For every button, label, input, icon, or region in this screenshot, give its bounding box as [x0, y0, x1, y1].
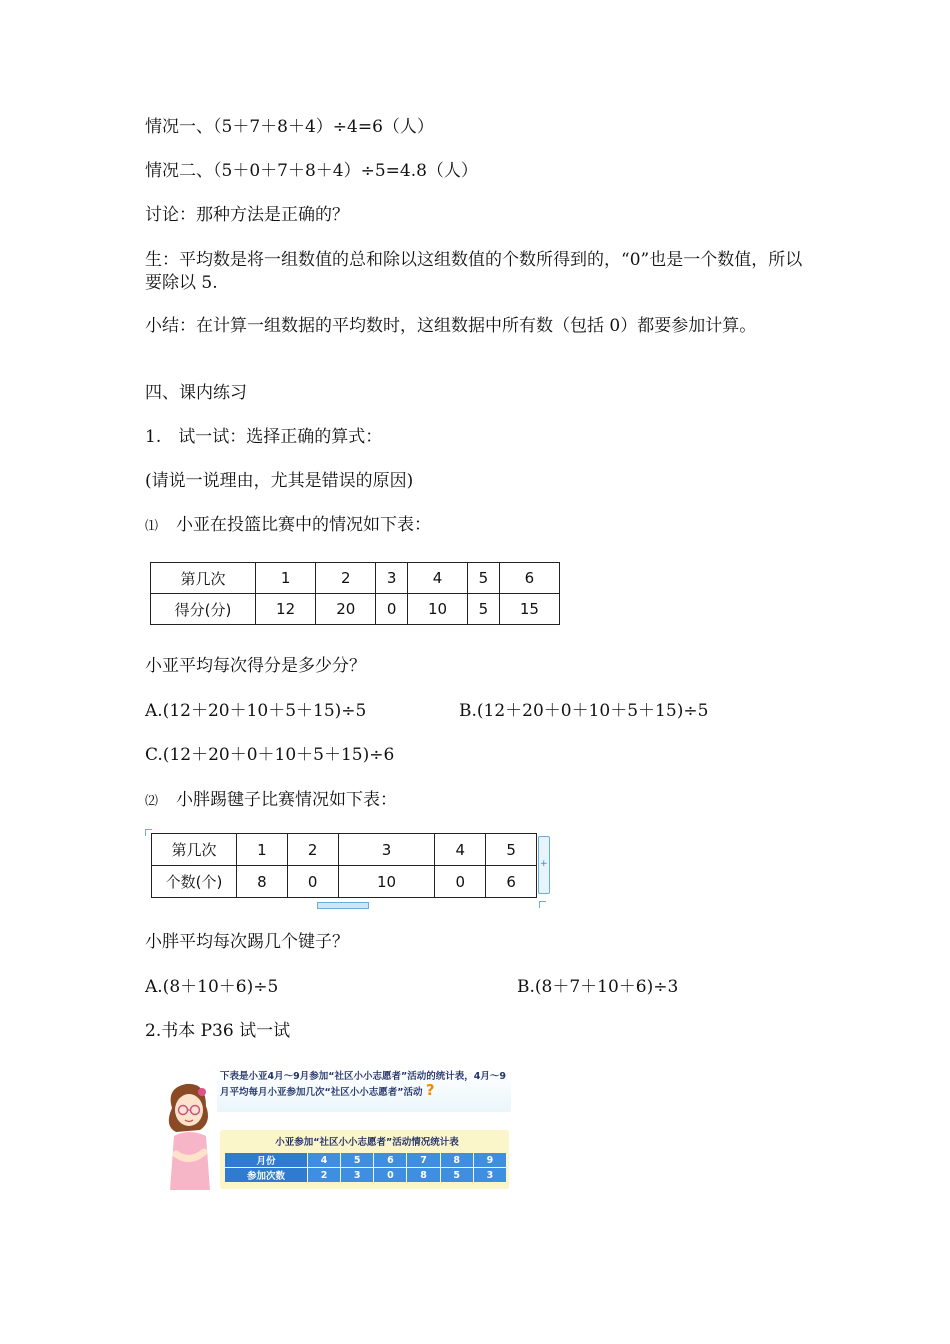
- table-cell: 2: [316, 563, 376, 594]
- table-cell: 3: [474, 1168, 506, 1182]
- question-one-text: 小亚在投篮比赛中的情况如下表：: [176, 515, 432, 535]
- table-cell: 0: [376, 594, 408, 625]
- question-two-marker: ⑵: [145, 794, 159, 809]
- option-c: C.(12＋20＋0＋10＋5＋15)÷6: [145, 745, 395, 765]
- table-cell: 4: [407, 563, 467, 594]
- table-cell: 1: [237, 834, 288, 866]
- table-cell: 10: [407, 594, 467, 625]
- table-cell: 8: [237, 866, 288, 898]
- table-cell: 0: [435, 866, 486, 898]
- textbook-picture: [162, 1068, 511, 1194]
- table-cell: 1: [256, 563, 316, 594]
- plus-icon: +: [540, 859, 548, 869]
- table-cell: 4: [308, 1153, 340, 1167]
- table-cell: 3: [338, 834, 435, 866]
- table-cell: 5: [486, 834, 537, 866]
- try-it-note: (请说一说理由，尤其是错误的原因): [145, 471, 414, 491]
- header-label: 第几次: [152, 834, 237, 866]
- table-cell: 6: [499, 563, 559, 594]
- header-label: 第几次: [151, 563, 256, 594]
- selection-corner-bottom-right: [539, 901, 546, 908]
- case-one-line: 情况一、（5＋7＋8＋4）÷4=6（人）: [145, 117, 434, 137]
- discussion-line: 讨论：那种方法是正确的？: [145, 205, 349, 225]
- add-column-handle[interactable]: [538, 836, 550, 894]
- table-cell: 4: [435, 834, 486, 866]
- table-row: [152, 866, 537, 898]
- row-label: 月份: [225, 1153, 307, 1167]
- question-one-marker: ⑴: [145, 519, 159, 534]
- try-it-line: 1. 试一试：选择正确的算式：: [145, 427, 383, 447]
- table-row: [225, 1153, 506, 1167]
- table-cell: 6: [486, 866, 537, 898]
- picture-question-text: 下表是小亚4月～9月参加“社区小小志愿者”活动的统计表，4月～9月平均每月小亚参加几次“社区小小志愿者”活动: [220, 1071, 506, 1098]
- table-cell: 10: [338, 866, 435, 898]
- table-cell: 9: [474, 1153, 506, 1167]
- table-cell: 3: [376, 563, 408, 594]
- option-a: A.(12＋20＋10＋5＋15)÷5: [145, 701, 367, 721]
- question-two-intro: [145, 788, 397, 814]
- add-row-handle[interactable]: [317, 902, 369, 909]
- question-one-intro: [145, 513, 431, 539]
- book-reference: 2.书本 P36 试一试: [145, 1021, 291, 1041]
- picture-table-title: 小亚参加“社区小小志愿者”活动情况统计表: [275, 1137, 459, 1148]
- table-cell: 12: [256, 594, 316, 625]
- volunteer-stat-table: [224, 1152, 507, 1183]
- section-heading: 四、课内练习: [145, 383, 247, 403]
- table-row: [151, 594, 560, 625]
- table-cell: 5: [441, 1168, 473, 1182]
- option-b: B.(8＋7＋10＋6)÷3: [517, 977, 679, 997]
- table-cell: 7: [407, 1153, 439, 1167]
- table-cell: 8: [441, 1153, 473, 1167]
- summary-paragraph: 小结：在计算一组数据的平均数时，这组数据中所有数（包括 0）都要参加计算。: [145, 316, 757, 336]
- girl-illustration: [162, 1078, 222, 1194]
- table-cell: 5: [468, 563, 500, 594]
- picture-question: [220, 1071, 510, 1099]
- table-cell: 5: [341, 1153, 373, 1167]
- table-cell: 20: [316, 594, 376, 625]
- table-cell: 6: [374, 1153, 406, 1167]
- row-label: 个数(个): [152, 866, 237, 898]
- table-cell: 15: [499, 594, 559, 625]
- table-cell: 5: [468, 594, 500, 625]
- student-answer: 生：平均数是将一组数值的总和除以这组数值的个数所得到的，“0”也是一个数值，所以要除以 5.: [145, 250, 803, 293]
- table-cell: 8: [407, 1168, 439, 1182]
- row-label: 参加次数: [225, 1168, 307, 1182]
- shuttlecock-count-table[interactable]: [151, 833, 537, 898]
- option-a: A.(8＋10＋6)÷5: [145, 977, 279, 997]
- table-cell: 3: [341, 1168, 373, 1182]
- table-row: [225, 1168, 506, 1182]
- option-b: B.(12＋20＋0＋10＋5＋15)÷5: [459, 701, 709, 721]
- table-row: [151, 563, 560, 594]
- table-row: [152, 834, 537, 866]
- table-cell: 2: [308, 1168, 340, 1182]
- question-mark-icon: ?: [425, 1080, 435, 1099]
- question-one-prompt: 小亚平均每次得分是多少分？: [145, 656, 366, 676]
- question-two-text: 小胖踢毽子比赛情况如下表：: [176, 790, 398, 810]
- table-cell: 0: [374, 1168, 406, 1182]
- question-two-prompt: 小胖平均每次踢几个键子？: [145, 932, 349, 952]
- basketball-score-table: [150, 562, 560, 625]
- row-label: 得分(分): [151, 594, 256, 625]
- case-two-line: 情况二、（5＋0＋7＋8＋4）÷5=4.8（人）: [145, 161, 478, 181]
- table-cell: 2: [287, 834, 338, 866]
- table-cell: 0: [287, 866, 338, 898]
